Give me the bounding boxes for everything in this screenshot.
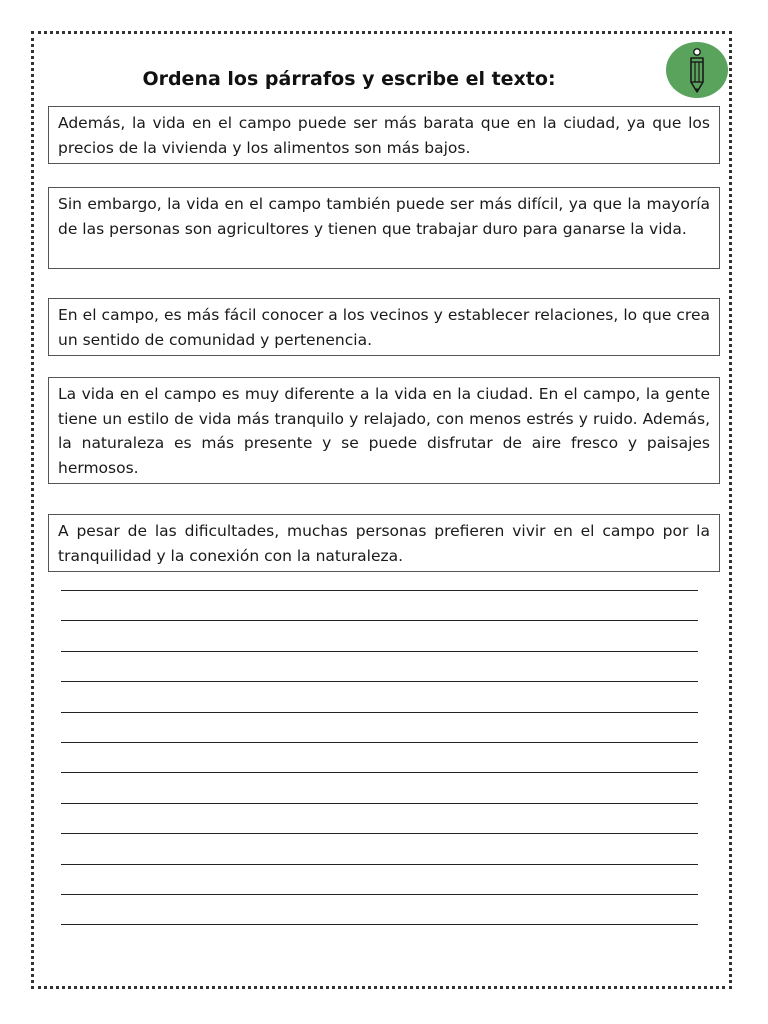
- writing-line[interactable]: [61, 803, 698, 804]
- paragraph-box: Sin embargo, la vida en el campo también puede ser más difícil, ya que la mayoría de las personas son agricultores y tienen que trabajar duro para ganarse la vida.: [48, 187, 720, 269]
- writing-line[interactable]: [61, 651, 698, 652]
- writing-line[interactable]: [61, 833, 698, 834]
- pencil-badge: [666, 42, 728, 98]
- pencil-icon: [666, 42, 728, 98]
- writing-line[interactable]: [61, 742, 698, 743]
- paragraph-box: La vida en el campo es muy diferente a la vida en la ciudad. En el campo, la gente tiene un estilo de vida más tranquilo y relajado, con menos estrés y ruido. Además, la naturaleza es más presente y se puede disfrutar de aire fresco y paisajes hermosos.: [48, 377, 720, 484]
- writing-line[interactable]: [61, 924, 698, 925]
- writing-line[interactable]: [61, 772, 698, 773]
- writing-lines: [61, 590, 698, 960]
- writing-line[interactable]: [61, 894, 698, 895]
- writing-line[interactable]: [61, 681, 698, 682]
- worksheet-title: Ordena los párrafos y escribe el texto:: [142, 68, 556, 90]
- writing-line[interactable]: [61, 864, 698, 865]
- paragraph-box: En el campo, es más fácil conocer a los vecinos y establecer relaciones, lo que crea un sentido de comunidad y pertenencia.: [48, 298, 720, 356]
- paragraph-box: Además, la vida en el campo puede ser más barata que en la ciudad, ya que los precios de la vivienda y los alimentos son más bajos.: [48, 106, 720, 164]
- writing-line[interactable]: [61, 712, 698, 713]
- writing-line[interactable]: [61, 590, 698, 591]
- worksheet-frame: [31, 31, 732, 989]
- writing-line[interactable]: [61, 620, 698, 621]
- paragraph-box: A pesar de las dificultades, muchas personas prefieren vivir en el campo por la tranquilidad y la conexión con la naturaleza.: [48, 514, 720, 572]
